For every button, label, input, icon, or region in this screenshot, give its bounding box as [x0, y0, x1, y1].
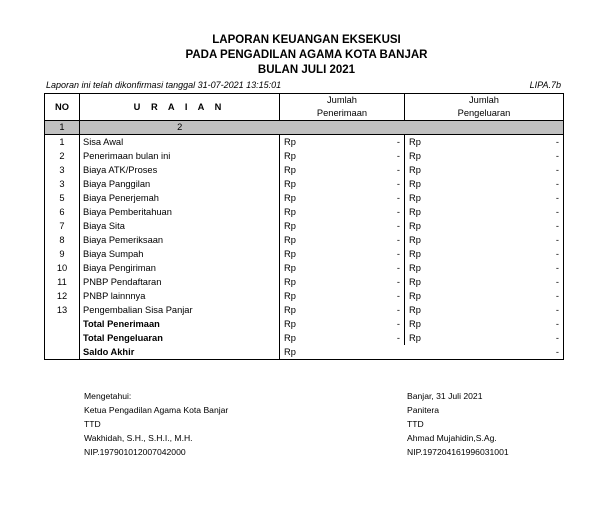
row-description: Biaya Pemeriksaan [80, 233, 280, 247]
row-number: 9 [45, 247, 80, 261]
table-row [45, 289, 564, 303]
table-row [45, 219, 564, 233]
amount-cell [405, 331, 564, 345]
column-number-row [45, 121, 564, 135]
table-row [45, 177, 564, 191]
row-description: Biaya Sita [80, 219, 280, 233]
amount-cell [405, 233, 564, 247]
amount-value: - [396, 304, 400, 315]
row-number: 6 [45, 205, 80, 219]
amount-value: - [555, 248, 559, 259]
amount-value: - [396, 290, 400, 301]
signature-right [407, 389, 509, 459]
confirmation-note: Laporan ini telah dikonfirmasi tanggal 31-07-2021 13:15:01 [46, 80, 282, 90]
amount-value: - [555, 332, 559, 343]
report-code: LIPA.7b [529, 80, 561, 90]
amount-cell [280, 163, 405, 177]
row-number: 12 [45, 289, 80, 303]
currency-label: Rp [284, 164, 296, 175]
amount-cell [280, 219, 405, 233]
amount-value: - [555, 164, 559, 175]
currency-label: Rp [409, 332, 421, 343]
amount-cell [405, 275, 564, 289]
col-penerimaan-line2: Penerimaan [316, 108, 368, 118]
currency-label: Rp [409, 136, 421, 147]
currency-label: Rp [284, 206, 296, 217]
row-number: 2 [45, 149, 80, 163]
currency-label: Rp [409, 304, 421, 315]
row-description: PNBP Pendaftaran [80, 275, 280, 289]
amount-value: - [396, 248, 400, 259]
row-description: Biaya Pengiriman [80, 261, 280, 275]
amount-cell [280, 247, 405, 261]
row-number: 3 [45, 163, 80, 177]
sig-right-line5: NIP.197204161996031001 [407, 447, 509, 457]
amount-value: - [555, 136, 559, 147]
currency-label: Rp [284, 304, 296, 315]
amount-value: - [396, 276, 400, 287]
currency-label: Rp [409, 150, 421, 161]
row-description: Biaya Panggilan [80, 177, 280, 191]
amount-value: - [396, 318, 400, 329]
col-no-header: NO [45, 94, 80, 121]
currency-label: Rp [284, 178, 296, 189]
saldo-value: - [555, 346, 559, 357]
row-description: Biaya Penerjemah [80, 191, 280, 205]
amount-value: - [396, 332, 400, 343]
amount-cell [280, 317, 405, 331]
table-row [45, 149, 564, 163]
currency-label: Rp [409, 220, 421, 231]
row-description: Pengembalian Sisa Panjar [80, 303, 280, 317]
currency-label: Rp [284, 346, 296, 357]
currency-label: Rp [284, 136, 296, 147]
row-number [45, 317, 80, 331]
table-row [45, 261, 564, 275]
amount-cell [280, 233, 405, 247]
sig-right-line1: Banjar, 31 Juli 2021 [407, 391, 483, 401]
amount-cell [280, 205, 405, 219]
table-row [45, 135, 564, 150]
currency-label: Rp [409, 234, 421, 245]
report-title: LAPORAN KEUANGAN EKSEKUSI [212, 34, 401, 46]
table-row [45, 317, 564, 331]
currency-label: Rp [284, 262, 296, 273]
currency-label: Rp [284, 276, 296, 287]
amount-cell [280, 177, 405, 191]
row-number: 1 [45, 135, 80, 150]
amount-value: - [555, 150, 559, 161]
column-number-blank [405, 121, 564, 135]
amount-cell [280, 331, 405, 345]
amount-value: - [396, 150, 400, 161]
amount-cell [280, 345, 405, 360]
finance-table [44, 93, 564, 360]
currency-label: Rp [409, 206, 421, 217]
amount-value: - [555, 318, 559, 329]
table-row [45, 303, 564, 317]
amount-value: - [396, 164, 400, 175]
table-row [45, 275, 564, 289]
amount-value: - [555, 290, 559, 301]
col-penerimaan-header [280, 94, 405, 121]
amount-value: - [555, 206, 559, 217]
col-pengeluaran-line2: Pengeluaran [457, 108, 511, 118]
amount-value: - [396, 262, 400, 273]
row-number [45, 345, 80, 360]
currency-label: Rp [284, 220, 296, 231]
amount-value: - [396, 206, 400, 217]
table-row [45, 191, 564, 205]
row-description: Sisa Awal [80, 135, 280, 150]
table-row [45, 247, 564, 261]
table-row [45, 233, 564, 247]
saldo-label: Saldo Akhir [80, 345, 280, 360]
sig-right-line3: TTD [407, 419, 424, 429]
column-number-1: 1 [45, 121, 80, 135]
currency-label: Rp [409, 164, 421, 175]
amount-cell [280, 191, 405, 205]
report-period: BULAN JULI 2021 [257, 64, 356, 76]
sig-right-line4: Ahmad Mujahidin,S.Ag. [407, 433, 497, 443]
row-number: 10 [45, 261, 80, 275]
col-uraian-header: U R A I A N [80, 94, 280, 121]
sig-left-line4: Wakhidah, S.H., S.H.I., M.H. [84, 433, 193, 443]
row-description: Total Penerimaan [80, 317, 280, 331]
amount-cell [280, 135, 405, 150]
amount-cell [280, 289, 405, 303]
row-number [45, 331, 80, 345]
col-pengeluaran-header [405, 94, 564, 121]
amount-cell [405, 317, 564, 331]
sig-right-line2: Panitera [407, 405, 440, 415]
row-number: 3 [45, 177, 80, 191]
column-number-blank [280, 121, 405, 135]
row-number: 13 [45, 303, 80, 317]
currency-label: Rp [409, 318, 421, 329]
row-description: Penerimaan bulan ini [80, 149, 280, 163]
col-penerimaan-line1: Jumlah [327, 95, 357, 105]
amount-cell [280, 261, 405, 275]
amount-value: - [396, 136, 400, 147]
amount-value: - [396, 234, 400, 245]
currency-label: Rp [284, 150, 296, 161]
amount-cell [405, 177, 564, 191]
row-description: Total Pengeluaran [80, 331, 280, 345]
row-description: Biaya ATK/Proses [80, 163, 280, 177]
saldo-row [45, 345, 564, 360]
amount-cell [405, 247, 564, 261]
amount-value: - [396, 220, 400, 231]
currency-label: Rp [284, 248, 296, 259]
currency-label: Rp [409, 178, 421, 189]
amount-value: - [396, 192, 400, 203]
row-number: 7 [45, 219, 80, 233]
court-name: PADA PENGADILAN AGAMA KOTA BANJAR [185, 49, 428, 61]
sig-left-line5: NIP.197901012007042000 [84, 447, 186, 457]
amount-cell [405, 261, 564, 275]
currency-label: Rp [409, 192, 421, 203]
amount-cell [405, 149, 564, 163]
column-number-2: 2 [80, 121, 280, 135]
currency-label: Rp [409, 290, 421, 301]
amount-cell [405, 205, 564, 219]
sig-left-line3: TTD [84, 419, 101, 429]
amount-cell [280, 275, 405, 289]
currency-label: Rp [409, 262, 421, 273]
amount-value: - [555, 178, 559, 189]
amount-cell [405, 135, 564, 150]
amount-cell [405, 163, 564, 177]
row-number: 5 [45, 191, 80, 205]
amount-cell [280, 303, 405, 317]
amount-cell [405, 289, 564, 303]
amount-value: - [396, 178, 400, 189]
amount-value: - [555, 304, 559, 315]
amount-value: - [555, 220, 559, 231]
currency-label: Rp [284, 332, 296, 343]
amount-cell [405, 303, 564, 317]
amount-value: - [555, 192, 559, 203]
table-row [45, 205, 564, 219]
currency-label: Rp [284, 318, 296, 329]
amount-value: - [555, 234, 559, 245]
amount-value: - [555, 276, 559, 287]
sig-left-line2: Ketua Pengadilan Agama Kota Banjar [84, 405, 229, 415]
table-header-row [45, 94, 564, 121]
row-number: 11 [45, 275, 80, 289]
table-row [45, 331, 564, 345]
row-description: Biaya Pemberitahuan [80, 205, 280, 219]
col-pengeluaran-line1: Jumlah [469, 95, 499, 105]
amount-cell [405, 191, 564, 205]
currency-label: Rp [409, 248, 421, 259]
table-row [45, 163, 564, 177]
sig-left-line1: Mengetahui: [84, 391, 132, 401]
amount-cell [280, 149, 405, 163]
amount-value: - [555, 262, 559, 273]
row-description: Biaya Sumpah [80, 247, 280, 261]
row-description: PNBP lainnnya [80, 289, 280, 303]
amount-cell [405, 219, 564, 233]
currency-label: Rp [284, 234, 296, 245]
currency-label: Rp [284, 192, 296, 203]
signature-left [84, 389, 228, 459]
saldo-value-cell [405, 345, 564, 360]
currency-label: Rp [284, 290, 296, 301]
row-number: 8 [45, 233, 80, 247]
currency-label: Rp [409, 276, 421, 287]
